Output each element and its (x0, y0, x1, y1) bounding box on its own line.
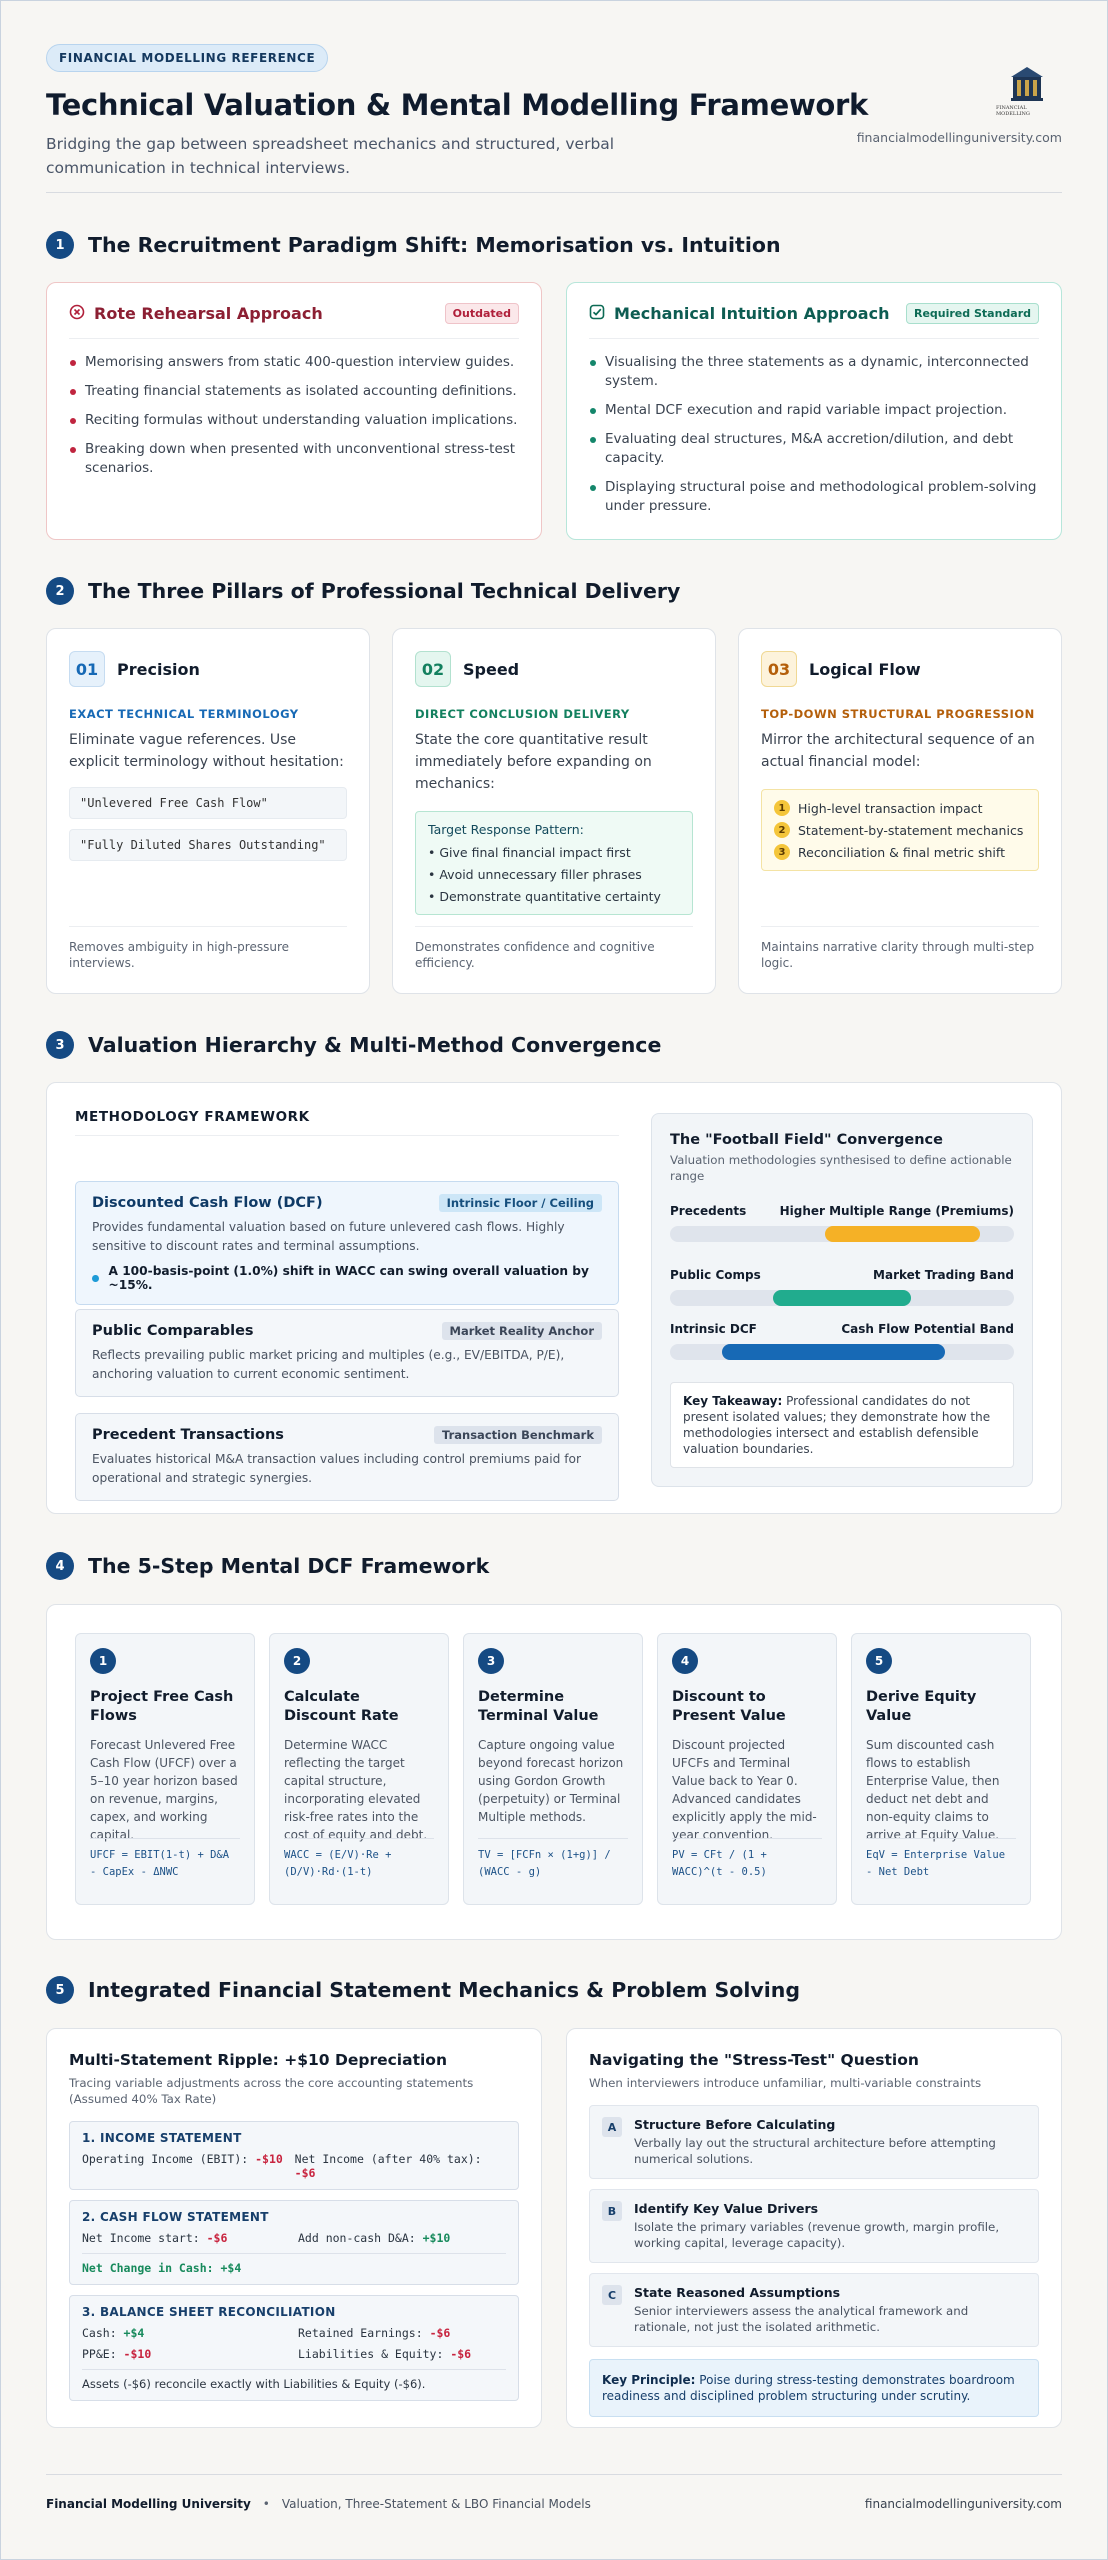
flow-step (774, 822, 1026, 838)
pattern-item: • Give final financial impact first (428, 845, 631, 860)
line-value: +$10 (422, 2231, 451, 2245)
section-number: 2 (46, 577, 74, 605)
list-item: Treating financial statements as isolated accounting definitions. (69, 382, 519, 401)
step-number: 4 (672, 1648, 698, 1674)
step-description: Isolate the primary variables (revenue growth, margin profile, working capital, leverage capacity). (634, 2220, 1000, 2250)
step-number: 1 (90, 1648, 116, 1674)
step-letter: A (602, 2117, 622, 2137)
section-title: The Recruitment Paradigm Shift: Memorisation vs. Intuition (88, 233, 781, 257)
flow-step-text: Statement-by-statement mechanics (798, 822, 1024, 838)
step-letter: B (602, 2201, 622, 2221)
flow-step-text: Reconciliation & final metric shift (798, 844, 1005, 860)
step-title: Structure Before Calculating (634, 2117, 836, 2132)
method-note-text: A 100-basis-point (1.0%) shift in WACC can swing overall valuation by ~15%. (108, 1264, 589, 1292)
section-number: 1 (46, 231, 74, 259)
section-5-heading (46, 1976, 800, 2004)
net-cash-line (82, 2253, 506, 2275)
step-title: Derive Equity Value (866, 1689, 977, 1724)
ff-range-label: Market Trading Band (873, 1268, 1014, 1282)
principle-text: Poise during stress-testing demonstrates boardroom readiness and disciplined problem structuring under scrutiny. (602, 2373, 1015, 2403)
x-circle-icon (69, 304, 85, 324)
dcf-step (269, 1633, 449, 1905)
step-description: Discount projected UFCFs and Terminal Value back to Year 0. Advanced candidates explicitly apply the mid-year convention. (672, 1738, 817, 1842)
method-tag: Transaction Benchmark (434, 1426, 602, 1444)
statement-row (82, 2231, 506, 2245)
step-number: 2 (284, 1648, 310, 1674)
ripple-card (46, 2028, 542, 2428)
step-description: Verbally lay out the structural architecture before attempting numerical solutions. (634, 2136, 996, 2166)
line-label: Net Income start: (82, 2231, 207, 2245)
section-number: 4 (46, 1552, 74, 1580)
card-title: Mechanical Intuition Approach (614, 304, 890, 323)
step-title: Calculate Discount Rate (284, 1689, 399, 1724)
list-item: Breaking down when presented with unconventional stress-test scenarios. (69, 440, 519, 478)
terminology-chip: "Unlevered Free Cash Flow" (69, 787, 347, 819)
pillar-name: Speed (463, 659, 520, 679)
section-title: Valuation Hierarchy & Multi-Method Convergence (88, 1033, 662, 1057)
pillar-number: 01 (69, 651, 105, 687)
section-number: 3 (46, 1031, 74, 1059)
pillar-number: 02 (415, 651, 451, 687)
step-description: Forecast Unlevered Free Cash Flow (UFCF) over a 5–10 year horizon based on revenue, margins, capex, and working capital. (90, 1738, 238, 1842)
statement-heading: 2. CASH FLOW STATEMENT (82, 2210, 269, 2224)
flow-step-number: 1 (774, 800, 790, 816)
method-name: Discounted Cash Flow (DCF) (92, 1195, 323, 1211)
method-name: Public Comparables (92, 1323, 254, 1339)
step-description: Determine WACC reflecting the target capital structure, incorporating elevated risk-free rates into the cost of equity and debt. (284, 1738, 428, 1842)
step-description: Senior interviewers assess the analytical framework and rationale, not just the isolated arithmetic. (634, 2304, 969, 2334)
ff-track (670, 1344, 1014, 1360)
pillar-description: State the core quantitative result immediately before expanding on mechanics: (415, 732, 652, 792)
principle-label: Key Principle: (602, 2373, 696, 2387)
list-item: Reciting formulas without understanding valuation implications. (69, 411, 519, 430)
logo-caption: FINANCIAL MODELLING (996, 105, 1030, 117)
pillar-kicker: DIRECT CONCLUSION DELIVERY (415, 707, 630, 721)
reconcile-note: Assets (-$6) reconcile exactly with Liabilities & Equity (-$6). (82, 2369, 506, 2391)
line-value: -$10 (255, 2152, 283, 2166)
statement-row (82, 2152, 506, 2180)
stress-step (589, 2105, 1039, 2179)
dcf-step (75, 1633, 255, 1905)
key-takeaway (670, 1382, 1014, 1468)
method-tag: Intrinsic Floor / Ceiling (439, 1194, 602, 1212)
pattern-item: • Avoid unnecessary filler phrases (428, 867, 642, 882)
framework-label: METHODOLOGY FRAMEWORK (75, 1109, 619, 1136)
football-field-subtitle: Valuation methodologies synthesised to define actionable range (670, 1153, 1012, 1183)
footer-url[interactable]: financialmodellinguniversity.com (864, 2497, 1062, 2511)
ff-bar-label: Intrinsic DCF (670, 1322, 757, 1336)
step-description: Capture ongoing value beyond forecast horizon using Gordon Growth (perpetuity) or Terminal Multiple methods. (478, 1738, 624, 1824)
pillar-name: Precision (117, 659, 200, 679)
dcf-steps-card (46, 1604, 1062, 1940)
pillar-description: Mirror the architectural sequence of an actual financial model: (761, 732, 1035, 770)
page-footer (46, 2497, 1062, 2511)
university-logo (996, 64, 1058, 126)
section-4-heading (46, 1552, 489, 1580)
pattern-title: Target Response Pattern: (428, 822, 584, 837)
card-title: Rote Rehearsal Approach (94, 304, 323, 323)
line-value: -$6 (429, 2326, 451, 2340)
takeaway-text: Professional candidates do not present isolated values; they demonstrate how the methodologies intersect and establish defensible valuation boundaries. (683, 1394, 991, 1456)
pillar-kicker: TOP-DOWN STRUCTURAL PROGRESSION (761, 707, 1035, 721)
line-label: Net Income (after 40% tax): (294, 2152, 482, 2166)
stress-step (589, 2273, 1039, 2347)
pillar-number: 03 (761, 651, 797, 687)
dcf-step (657, 1633, 837, 1905)
step-formula: WACC = (E/V)·Re + (D/V)·Rd·(1-t) (284, 1838, 434, 1881)
key-principle (589, 2359, 1039, 2417)
stress-subtitle: When interviewers introduce unfamiliar, multi-variable constraints (589, 2076, 982, 2090)
line-label: Cash: (82, 2326, 124, 2340)
balance-sheet-box (69, 2295, 519, 2401)
footer-brand: Financial Modelling University (46, 2497, 251, 2511)
pillar-card-speed (392, 628, 716, 994)
step-title: Project Free Cash Flows (90, 1689, 234, 1724)
ff-bar-label: Public Comps (670, 1268, 761, 1282)
section-title: Integrated Financial Statement Mechanics & Problem Solving (88, 1978, 801, 2002)
rote-rehearsal-card (46, 282, 542, 540)
footer-tagline: Valuation, Three-Statement & LBO Financial Models (281, 2497, 591, 2511)
ff-range-bar (722, 1344, 946, 1360)
line-label: Liabilities & Equity: (298, 2347, 451, 2361)
flow-step (774, 800, 1026, 816)
pillar-description: Eliminate vague references. Use explicit terminology without hesitation: (69, 732, 344, 770)
page-title: Technical Valuation & Mental Modelling Framework (46, 88, 869, 122)
bullet-list (589, 353, 1039, 516)
list-item: Memorising answers from static 400-question interview guides. (69, 353, 519, 372)
takeaway-label: Key Takeaway: (683, 1394, 783, 1408)
method-name: Precedent Transactions (92, 1427, 284, 1443)
page-header (46, 44, 1062, 180)
step-formula: TV = [FCFn × (1+g)] / (WACC - g) (478, 1838, 628, 1881)
ff-track (670, 1290, 1014, 1306)
list-item: Displaying structural poise and methodological problem-solving under pressure. (589, 478, 1039, 516)
line-label: Operating Income (EBIT): (82, 2152, 256, 2166)
step-title: Determine Terminal Value (478, 1689, 599, 1724)
pillar-footer: Removes ambiguity in high-pressure interviews. (69, 926, 347, 971)
ripple-subtitle: Tracing variable adjustments across the core accounting statements (Assumed 40% Tax Rate) (69, 2076, 474, 2106)
ff-bar-row (670, 1322, 1014, 1360)
method-description: Provides fundamental valuation based on future unlevered cash flows. Highly sensitive to discount rates and terminal assumptions. (92, 1220, 565, 1253)
flow-step-number: 3 (774, 844, 790, 860)
method-note (92, 1264, 602, 1292)
status-badge: Required Standard (906, 303, 1039, 324)
ripple-title: Multi-Statement Ripple: +$10 Depreciation (69, 2051, 447, 2069)
section-number: 5 (46, 1976, 74, 2004)
header-url[interactable]: financialmodellinguniversity.com (856, 130, 1062, 145)
section-2-heading (46, 577, 680, 605)
cash-flow-statement-box (69, 2200, 519, 2285)
page-subtitle: Bridging the gap between spreadsheet mechanics and structured, verbal communication in technical interviews. (46, 135, 615, 177)
bullet-list (69, 353, 519, 478)
step-description: Sum discounted cash flows to establish Enterprise Value, then deduct net debt and non-equity claims to arrive at Equity Value. (866, 1738, 1000, 1842)
ff-bar-label: Precedents (670, 1204, 747, 1218)
pillar-footer: Demonstrates confidence and cognitive efficiency. (415, 926, 693, 971)
step-title: State Reasoned Assumptions (634, 2285, 841, 2300)
mechanical-intuition-card (566, 282, 1062, 540)
list-item: Mental DCF execution and rapid variable impact projection. (589, 401, 1039, 420)
terminology-chip: "Fully Diluted Shares Outstanding" (69, 829, 347, 861)
line-value: -$6 (294, 2166, 316, 2180)
method-public-comps (75, 1309, 619, 1397)
footer-divider (46, 2474, 1062, 2475)
line-label: Net Change in Cash: (82, 2261, 221, 2275)
flow-step (774, 844, 1026, 860)
step-formula: UFCF = EBIT(1-t) + D&A - CapEx - ΔNWC (90, 1838, 240, 1881)
dcf-step (463, 1633, 643, 1905)
list-item: Evaluating deal structures, M&A accretion/dilution, and debt capacity. (589, 430, 1039, 468)
check-square-icon (589, 304, 605, 324)
ff-bar-row (670, 1268, 1014, 1306)
section-3-heading (46, 1031, 661, 1059)
line-label: PP&E: (82, 2347, 124, 2361)
method-tag: Market Reality Anchor (442, 1322, 602, 1340)
statement-heading: 3. BALANCE SHEET RECONCILIATION (82, 2305, 336, 2319)
statement-row (82, 2326, 506, 2340)
step-formula: EqV = Enterprise Value - Net Debt (866, 1838, 1016, 1881)
step-number: 3 (478, 1648, 504, 1674)
stress-title: Navigating the "Stress-Test" Question (589, 2051, 919, 2069)
pattern-item: • Demonstrate quantitative certainty (428, 889, 661, 904)
valuation-hierarchy-card (46, 1082, 1062, 1514)
line-value: -$6 (206, 2231, 228, 2245)
step-letter: C (602, 2285, 622, 2305)
statement-heading: 1. INCOME STATEMENT (82, 2131, 242, 2145)
pillar-card-logical-flow (738, 628, 1062, 994)
section-1-heading (46, 231, 781, 259)
pillar-card-precision (46, 628, 370, 994)
pillar-name: Logical Flow (809, 659, 921, 679)
pillar-footer: Maintains narrative clarity through multi-step logic. (761, 926, 1039, 971)
football-field-panel (651, 1113, 1033, 1487)
section-title: The 5-Step Mental DCF Framework (88, 1554, 490, 1578)
bullet-dot-icon (92, 1275, 99, 1282)
ff-range-bar (825, 1226, 980, 1242)
list-item: Visualising the three statements as a dynamic, interconnected system. (589, 353, 1039, 391)
line-value: -$10 (123, 2347, 152, 2361)
flow-step-text: High-level transaction impact (798, 800, 983, 816)
method-description: Reflects prevailing public market pricing and multiples (e.g., EV/EBITDA, P/E), anchoring valuation to current economic sentiment. (92, 1348, 565, 1381)
step-title: Discount to Present Value (672, 1689, 786, 1724)
header-divider (46, 192, 1062, 193)
logo-emblem-icon (1007, 64, 1047, 104)
flow-sequence-box (761, 789, 1039, 871)
reference-tag: FINANCIAL MODELLING REFERENCE (46, 44, 328, 72)
statement-row (82, 2347, 506, 2361)
step-title: Identify Key Value Drivers (634, 2201, 819, 2216)
football-field-title: The "Football Field" Convergence (670, 1132, 943, 1148)
section-title: The Three Pillars of Professional Technical Delivery (88, 579, 681, 603)
line-label: Retained Earnings: (298, 2326, 430, 2340)
pillar-kicker: EXACT TECHNICAL TERMINOLOGY (69, 707, 299, 721)
footer-separator: • (262, 2497, 270, 2511)
methodology-framework (75, 1109, 619, 1485)
method-description: Evaluates historical M&A transaction values including control premiums paid for operational and strategic synergies. (92, 1452, 581, 1485)
line-value: +$4 (123, 2326, 145, 2340)
ff-range-bar (773, 1290, 911, 1306)
line-label: Add non-cash D&A: (298, 2231, 423, 2245)
method-precedents (75, 1413, 619, 1501)
stress-step (589, 2189, 1039, 2263)
status-badge: Outdated (445, 303, 519, 324)
line-value: -$6 (450, 2347, 472, 2361)
ff-range-label: Higher Multiple Range (Premiums) (779, 1204, 1014, 1218)
ff-range-label: Cash Flow Potential Band (841, 1322, 1014, 1336)
method-dcf (75, 1181, 619, 1305)
ff-bar-row (670, 1204, 1014, 1242)
income-statement-box (69, 2121, 519, 2190)
line-value: +$4 (220, 2261, 242, 2275)
flow-step-number: 2 (774, 822, 790, 838)
ff-track (670, 1226, 1014, 1242)
dcf-step (851, 1633, 1031, 1905)
stress-test-card (566, 2028, 1062, 2428)
response-pattern-box (415, 811, 693, 915)
step-formula: PV = CFt / (1 + WACC)^(t - 0.5) (672, 1838, 822, 1881)
step-number: 5 (866, 1648, 892, 1674)
